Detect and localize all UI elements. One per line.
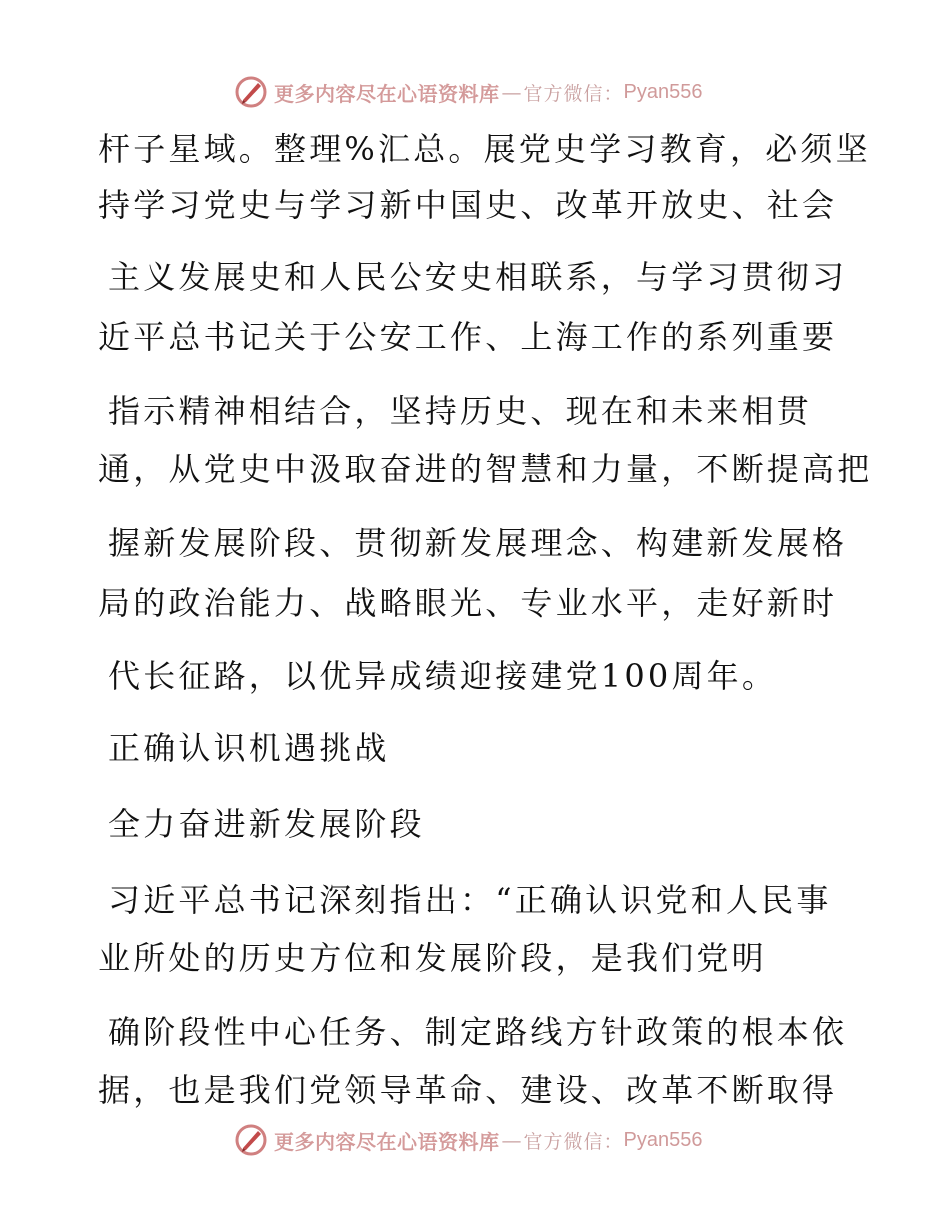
section-heading: 正确认识机遇挑战 bbox=[108, 729, 390, 767]
pen-logo-icon bbox=[234, 1123, 268, 1157]
text-line: 握新发展阶段、贯彻新发展理念、构建新发展格 bbox=[108, 524, 848, 562]
text-line: 代长征路，以优异成绩迎接建党100周年。 bbox=[108, 657, 778, 695]
banner-separator: — bbox=[501, 80, 522, 104]
banner-wechat-id: Pyan556 bbox=[623, 1128, 703, 1151]
header-banner bbox=[0, 72, 950, 112]
text-line: 持学习党史与学习新中国史、改革开放史、社会 bbox=[98, 186, 838, 224]
section-heading: 全力奋进新发展阶段 bbox=[108, 805, 425, 843]
banner-wechat-label: 官方微信： bbox=[523, 1130, 624, 1153]
text-line: 局的政治能力、战略眼光、专业水平，走好新时 bbox=[98, 584, 838, 622]
banner-wechat-id: Pyan556 bbox=[623, 80, 703, 103]
text-line: 据，也是我们党领导革命、建设、改革不断取得 bbox=[98, 1071, 838, 1109]
footer-banner bbox=[0, 1120, 950, 1160]
text-line: 主义发展史和人民公安史相联系，与学习贯彻习 bbox=[108, 258, 848, 296]
banner-wechat-label: 官方微信： bbox=[523, 82, 624, 105]
text-line: 杆子星域。整理%汇总。展党史学习教育，必须坚 bbox=[98, 130, 871, 168]
pen-logo-icon bbox=[234, 75, 268, 109]
text-line: 习近平总书记深刻指出：“正确认识党和人民事 bbox=[108, 881, 832, 919]
text-line: 确阶段性中心任务、制定路线方针政策的根本依 bbox=[108, 1013, 848, 1051]
text-line: 指示精神相结合，坚持历史、现在和未来相贯 bbox=[108, 392, 813, 430]
text-line: 通，从党史中汲取奋进的智慧和力量，不断提高把 bbox=[98, 450, 873, 488]
banner-text: 更多内容尽在心语资料库 bbox=[274, 81, 500, 106]
banner-separator: — bbox=[501, 1128, 522, 1152]
text-line: 业所处的历史方位和发展阶段，是我们党明 bbox=[98, 939, 767, 977]
banner-text: 更多内容尽在心语资料库 bbox=[274, 1129, 500, 1154]
text-line: 近平总书记关于公安工作、上海工作的系列重要 bbox=[98, 318, 838, 356]
